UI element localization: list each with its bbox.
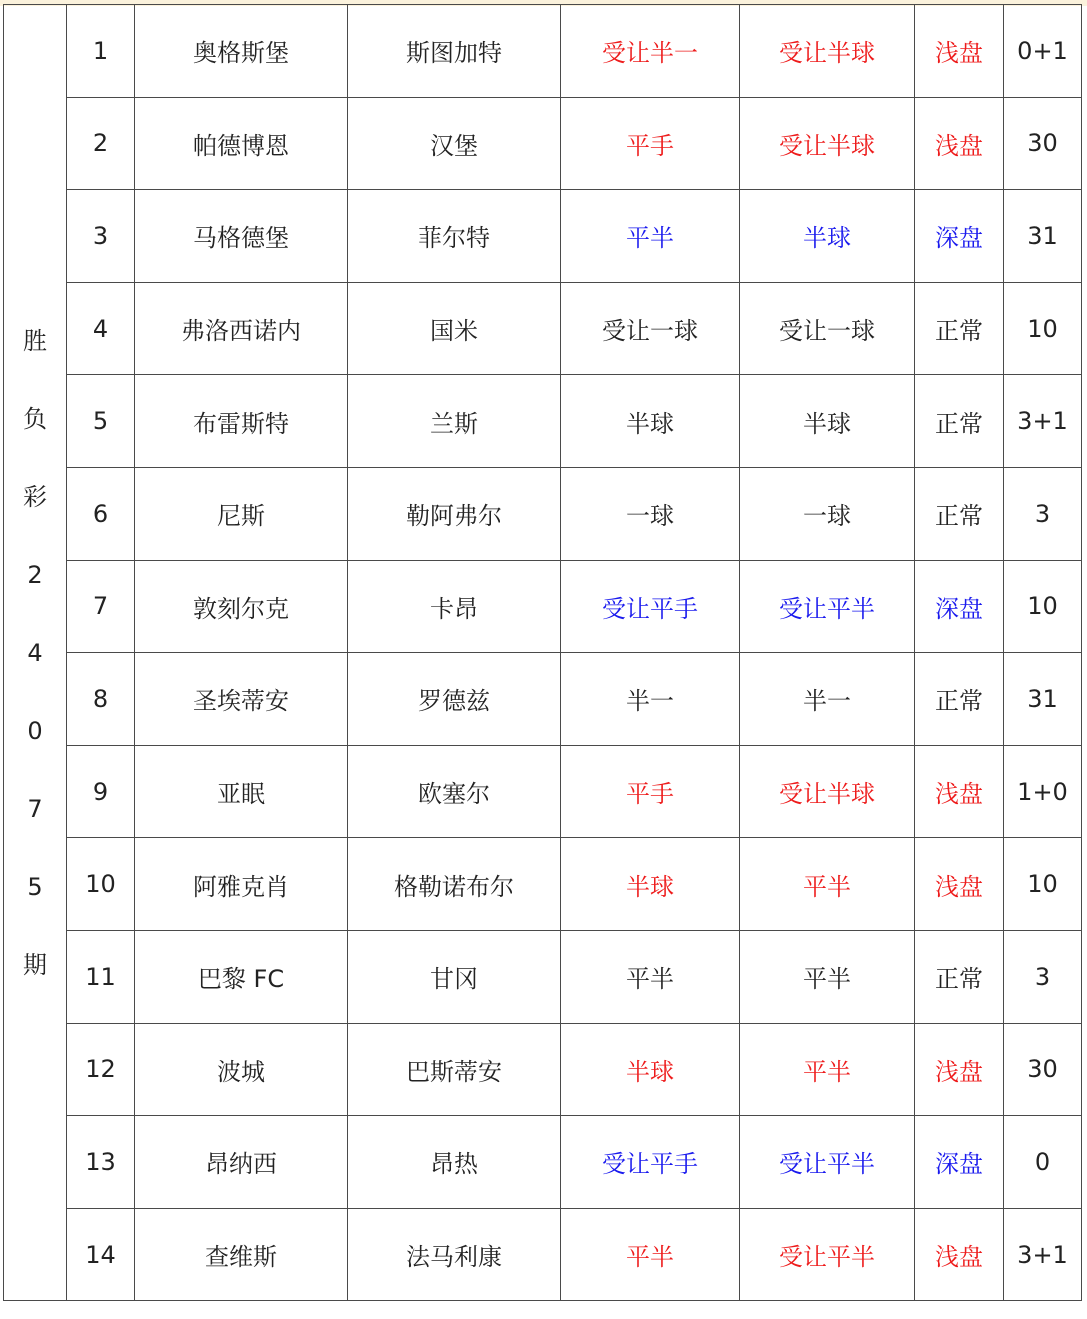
match-number-cell: 7 bbox=[67, 560, 135, 653]
score-pick-cell: 0 bbox=[1004, 1116, 1082, 1209]
table-row bbox=[4, 1023, 1082, 1116]
initial-handicap-cell: 受让一球 bbox=[561, 282, 740, 375]
final-handicap-cell: 受让一球 bbox=[740, 282, 915, 375]
initial-handicap-cell: 平手 bbox=[561, 97, 740, 190]
lottery-table bbox=[3, 4, 1082, 1301]
away-team-cell: 斯图加特 bbox=[348, 5, 561, 98]
table-row bbox=[4, 97, 1082, 190]
final-handicap-cell: 受让半球 bbox=[740, 745, 915, 838]
final-handicap-cell: 受让半球 bbox=[740, 5, 915, 98]
period-label-char: 负 bbox=[23, 404, 47, 433]
depth-cell: 浅盘 bbox=[915, 1208, 1004, 1301]
depth-cell: 正常 bbox=[915, 467, 1004, 560]
away-team-cell: 格勒诺布尔 bbox=[348, 838, 561, 931]
table-row bbox=[4, 930, 1082, 1023]
score-pick-cell: 30 bbox=[1004, 97, 1082, 190]
away-team-cell: 甘冈 bbox=[348, 930, 561, 1023]
away-team-cell: 汉堡 bbox=[348, 97, 561, 190]
initial-handicap-cell: 半球 bbox=[561, 838, 740, 931]
depth-cell: 深盘 bbox=[915, 190, 1004, 283]
home-team-cell: 亚眠 bbox=[135, 745, 348, 838]
depth-cell: 深盘 bbox=[915, 1116, 1004, 1209]
match-number-cell: 13 bbox=[67, 1116, 135, 1209]
depth-cell: 浅盘 bbox=[915, 97, 1004, 190]
period-label-char: 彩 bbox=[23, 482, 47, 511]
match-number-cell: 6 bbox=[67, 467, 135, 560]
away-team-cell: 卡昂 bbox=[348, 560, 561, 653]
score-pick-cell: 10 bbox=[1004, 560, 1082, 653]
table-body bbox=[4, 5, 1082, 1301]
table-row bbox=[4, 467, 1082, 560]
home-team-cell: 尼斯 bbox=[135, 467, 348, 560]
score-pick-cell: 3 bbox=[1004, 930, 1082, 1023]
initial-handicap-cell: 一球 bbox=[561, 467, 740, 560]
home-team-cell: 昂纳西 bbox=[135, 1116, 348, 1209]
final-handicap-cell: 平半 bbox=[740, 930, 915, 1023]
depth-cell: 浅盘 bbox=[915, 5, 1004, 98]
match-number-cell: 1 bbox=[67, 5, 135, 98]
home-team-cell: 布雷斯特 bbox=[135, 375, 348, 468]
match-number-cell: 8 bbox=[67, 653, 135, 746]
away-team-cell: 昂热 bbox=[348, 1116, 561, 1209]
match-number-cell: 5 bbox=[67, 375, 135, 468]
match-number-cell: 2 bbox=[67, 97, 135, 190]
period-label-char: 期 bbox=[23, 950, 47, 979]
score-pick-cell: 10 bbox=[1004, 282, 1082, 375]
depth-cell: 深盘 bbox=[915, 560, 1004, 653]
period-label bbox=[4, 5, 67, 1301]
away-team-cell: 欧塞尔 bbox=[348, 745, 561, 838]
period-label-char: 2 bbox=[27, 560, 43, 589]
table-row bbox=[4, 375, 1082, 468]
home-team-cell: 圣埃蒂安 bbox=[135, 653, 348, 746]
final-handicap-cell: 平半 bbox=[740, 838, 915, 931]
table-row bbox=[4, 653, 1082, 746]
away-team-cell: 法马利康 bbox=[348, 1208, 561, 1301]
depth-cell: 浅盘 bbox=[915, 1023, 1004, 1116]
table-row bbox=[4, 5, 1082, 98]
final-handicap-cell: 平半 bbox=[740, 1023, 915, 1116]
final-handicap-cell: 受让平半 bbox=[740, 560, 915, 653]
depth-cell: 正常 bbox=[915, 282, 1004, 375]
final-handicap-cell: 受让半球 bbox=[740, 97, 915, 190]
home-team-cell: 查维斯 bbox=[135, 1208, 348, 1301]
score-pick-cell: 3 bbox=[1004, 467, 1082, 560]
period-label-char: 5 bbox=[27, 872, 43, 901]
home-team-cell: 阿雅克肖 bbox=[135, 838, 348, 931]
home-team-cell: 波城 bbox=[135, 1023, 348, 1116]
table-row bbox=[4, 1116, 1082, 1209]
final-handicap-cell: 一球 bbox=[740, 467, 915, 560]
score-pick-cell: 31 bbox=[1004, 190, 1082, 283]
away-team-cell: 兰斯 bbox=[348, 375, 561, 468]
initial-handicap-cell: 平半 bbox=[561, 930, 740, 1023]
match-number-cell: 4 bbox=[67, 282, 135, 375]
initial-handicap-cell: 半球 bbox=[561, 375, 740, 468]
depth-cell: 浅盘 bbox=[915, 838, 1004, 931]
period-label-char: 7 bbox=[27, 794, 43, 823]
home-team-cell: 马格德堡 bbox=[135, 190, 348, 283]
match-number-cell: 12 bbox=[67, 1023, 135, 1116]
period-label-char: 0 bbox=[27, 716, 43, 745]
match-number-cell: 10 bbox=[67, 838, 135, 931]
score-pick-cell: 3+1 bbox=[1004, 1208, 1082, 1301]
initial-handicap-cell: 受让半一 bbox=[561, 5, 740, 98]
away-team-cell: 国米 bbox=[348, 282, 561, 375]
home-team-cell: 巴黎 FC bbox=[135, 930, 348, 1023]
score-pick-cell: 1+0 bbox=[1004, 745, 1082, 838]
away-team-cell: 菲尔特 bbox=[348, 190, 561, 283]
initial-handicap-cell: 受让平手 bbox=[561, 560, 740, 653]
final-handicap-cell: 受让平半 bbox=[740, 1208, 915, 1301]
score-pick-cell: 3+1 bbox=[1004, 375, 1082, 468]
table-row bbox=[4, 745, 1082, 838]
score-pick-cell: 30 bbox=[1004, 1023, 1082, 1116]
depth-cell: 浅盘 bbox=[915, 745, 1004, 838]
initial-handicap-cell: 半球 bbox=[561, 1023, 740, 1116]
match-number-cell: 14 bbox=[67, 1208, 135, 1301]
depth-cell: 正常 bbox=[915, 375, 1004, 468]
period-label-char: 4 bbox=[27, 638, 43, 667]
table-row bbox=[4, 190, 1082, 283]
depth-cell: 正常 bbox=[915, 930, 1004, 1023]
match-number-cell: 9 bbox=[67, 745, 135, 838]
final-handicap-cell: 受让平半 bbox=[740, 1116, 915, 1209]
initial-handicap-cell: 平半 bbox=[561, 190, 740, 283]
home-team-cell: 奥格斯堡 bbox=[135, 5, 348, 98]
final-handicap-cell: 半一 bbox=[740, 653, 915, 746]
final-handicap-cell: 半球 bbox=[740, 375, 915, 468]
away-team-cell: 罗德兹 bbox=[348, 653, 561, 746]
table-row bbox=[4, 838, 1082, 931]
score-pick-cell: 10 bbox=[1004, 838, 1082, 931]
initial-handicap-cell: 平半 bbox=[561, 1208, 740, 1301]
period-label-char: 胜 bbox=[23, 326, 47, 355]
initial-handicap-cell: 半一 bbox=[561, 653, 740, 746]
depth-cell: 正常 bbox=[915, 653, 1004, 746]
score-pick-cell: 31 bbox=[1004, 653, 1082, 746]
score-pick-cell: 0+1 bbox=[1004, 5, 1082, 98]
match-number-cell: 3 bbox=[67, 190, 135, 283]
away-team-cell: 勒阿弗尔 bbox=[348, 467, 561, 560]
final-handicap-cell: 半球 bbox=[740, 190, 915, 283]
initial-handicap-cell: 平手 bbox=[561, 745, 740, 838]
initial-handicap-cell: 受让平手 bbox=[561, 1116, 740, 1209]
away-team-cell: 巴斯蒂安 bbox=[348, 1023, 561, 1116]
home-team-cell: 弗洛西诺内 bbox=[135, 282, 348, 375]
table-row bbox=[4, 1208, 1082, 1301]
home-team-cell: 帕德博恩 bbox=[135, 97, 348, 190]
match-number-cell: 11 bbox=[67, 930, 135, 1023]
table-row bbox=[4, 560, 1082, 653]
home-team-cell: 敦刻尔克 bbox=[135, 560, 348, 653]
table-row bbox=[4, 282, 1082, 375]
